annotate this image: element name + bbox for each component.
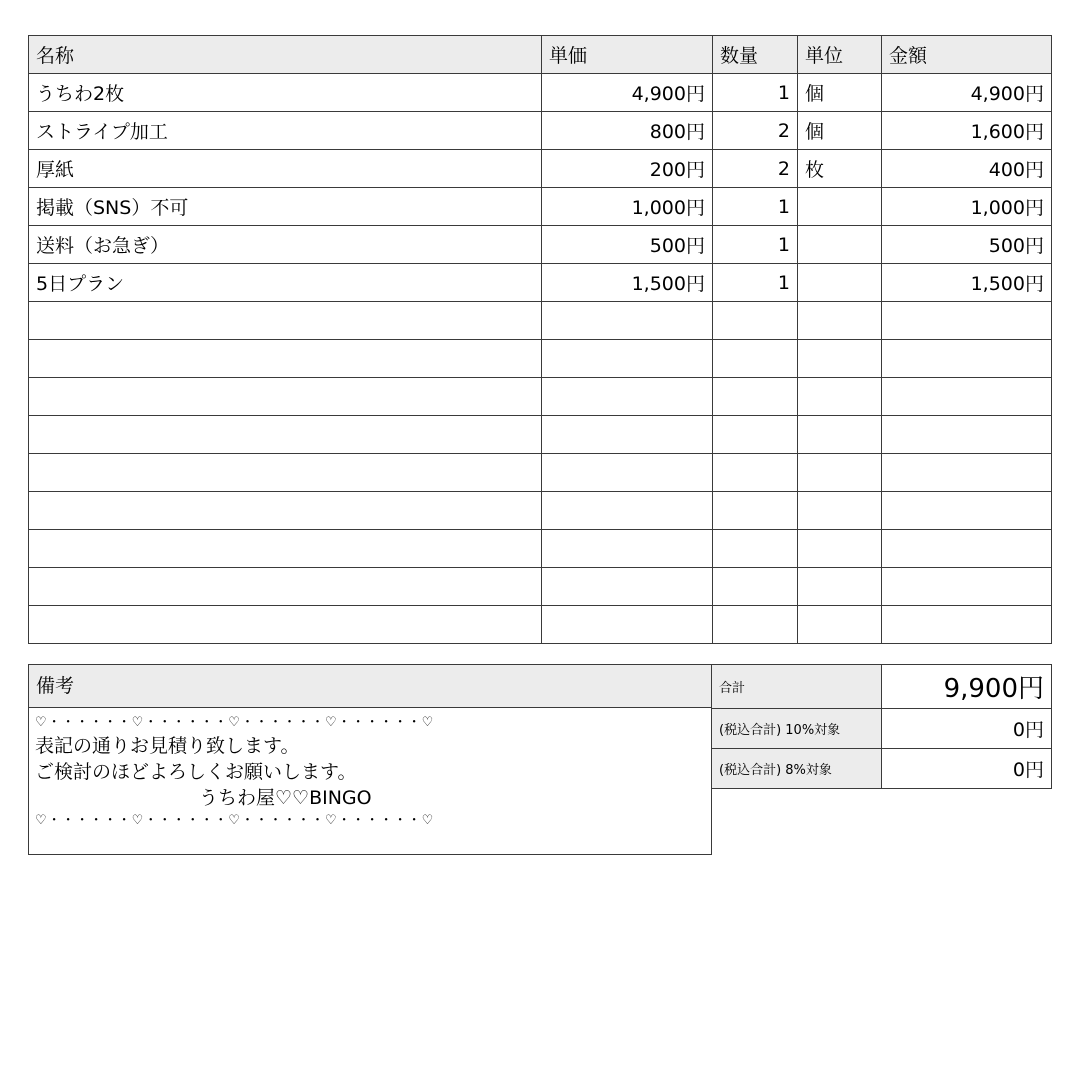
total-value: 9,900円 bbox=[882, 665, 1052, 709]
cell-quantity: 1 bbox=[713, 264, 798, 302]
cell-unit bbox=[798, 606, 882, 644]
cell-name bbox=[29, 416, 542, 454]
cell-unit-price bbox=[542, 340, 713, 378]
cell-amount: 1,500円 bbox=[882, 264, 1052, 302]
cell-unit: 個 bbox=[798, 74, 882, 112]
cell-quantity bbox=[713, 492, 798, 530]
cell-amount bbox=[882, 492, 1052, 530]
cell-unit-price bbox=[542, 454, 713, 492]
cell-unit-price: 800円 bbox=[542, 112, 713, 150]
table-row bbox=[29, 302, 1052, 340]
cell-name bbox=[29, 302, 542, 340]
cell-unit-price bbox=[542, 302, 713, 340]
item-rows bbox=[29, 74, 1052, 644]
cell-name bbox=[29, 492, 542, 530]
cell-quantity bbox=[713, 454, 798, 492]
cell-amount: 1,000円 bbox=[882, 188, 1052, 226]
cell-unit bbox=[798, 264, 882, 302]
cell-amount bbox=[882, 606, 1052, 644]
remarks-line-1: 表記の通りお見積り致します。 bbox=[35, 735, 300, 757]
cell-quantity bbox=[713, 416, 798, 454]
cell-name: 5日プラン bbox=[29, 264, 542, 302]
table-row bbox=[29, 568, 1052, 606]
table-row bbox=[29, 340, 1052, 378]
tax10-label: (税込合計) 10%対象 bbox=[712, 709, 882, 749]
cell-amount bbox=[882, 416, 1052, 454]
cell-amount: 400円 bbox=[882, 150, 1052, 188]
cell-unit bbox=[798, 302, 882, 340]
cell-name bbox=[29, 340, 542, 378]
cell-name bbox=[29, 606, 542, 644]
cell-unit: 枚 bbox=[798, 150, 882, 188]
cell-unit-price: 1,500円 bbox=[542, 264, 713, 302]
cell-unit bbox=[798, 454, 882, 492]
table-row bbox=[29, 454, 1052, 492]
cell-unit-price bbox=[542, 568, 713, 606]
cell-unit-price bbox=[542, 530, 713, 568]
cell-name: 送料（お急ぎ） bbox=[29, 226, 542, 264]
tax10-value: 0円 bbox=[882, 709, 1052, 749]
cell-quantity: 2 bbox=[713, 112, 798, 150]
cell-name bbox=[29, 530, 542, 568]
table-row bbox=[29, 188, 1052, 226]
cell-unit bbox=[798, 416, 882, 454]
header-quantity: 数量 bbox=[713, 36, 798, 74]
cell-name: ストライプ加工 bbox=[29, 112, 542, 150]
cell-quantity bbox=[713, 340, 798, 378]
cell-amount: 4,900円 bbox=[882, 74, 1052, 112]
cell-unit-price bbox=[542, 492, 713, 530]
table-row bbox=[29, 150, 1052, 188]
header-unit-price: 単価 bbox=[542, 36, 713, 74]
cell-amount bbox=[882, 530, 1052, 568]
quote-table bbox=[28, 35, 1052, 644]
cell-amount bbox=[882, 378, 1052, 416]
cell-amount bbox=[882, 454, 1052, 492]
cell-amount: 500円 bbox=[882, 226, 1052, 264]
table-row bbox=[29, 530, 1052, 568]
cell-name bbox=[29, 568, 542, 606]
header-name: 名称 bbox=[29, 36, 542, 74]
cell-name: うちわ2枚 bbox=[29, 74, 542, 112]
table-row bbox=[29, 226, 1052, 264]
cell-unit bbox=[798, 226, 882, 264]
cell-unit-price bbox=[542, 378, 713, 416]
cell-unit bbox=[798, 378, 882, 416]
cell-unit: 個 bbox=[798, 112, 882, 150]
cell-unit-price: 200円 bbox=[542, 150, 713, 188]
table-row bbox=[29, 378, 1052, 416]
cell-amount: 1,600円 bbox=[882, 112, 1052, 150]
table-row bbox=[29, 416, 1052, 454]
cell-quantity bbox=[713, 606, 798, 644]
remarks-label: 備考 bbox=[28, 664, 712, 708]
heart-divider-bottom: ♡・・・・・・♡・・・・・・♡・・・・・・♡・・・・・・♡ bbox=[35, 813, 435, 828]
tax8-label: (税込合計) 8%対象 bbox=[712, 749, 882, 789]
cell-unit bbox=[798, 568, 882, 606]
cell-unit bbox=[798, 492, 882, 530]
cell-unit bbox=[798, 188, 882, 226]
cell-name: 掲載（SNS）不可 bbox=[29, 188, 542, 226]
shop-signature: うちわ屋♡♡BINGO bbox=[199, 787, 372, 809]
cell-unit bbox=[798, 530, 882, 568]
cell-quantity bbox=[713, 302, 798, 340]
cell-unit-price bbox=[542, 416, 713, 454]
cell-quantity: 1 bbox=[713, 226, 798, 264]
cell-amount bbox=[882, 340, 1052, 378]
total-row bbox=[712, 665, 1052, 709]
table-row bbox=[29, 264, 1052, 302]
cell-quantity: 1 bbox=[713, 188, 798, 226]
totals-table bbox=[711, 664, 1052, 789]
header-row bbox=[29, 36, 1052, 74]
cell-unit-price: 500円 bbox=[542, 226, 713, 264]
cell-quantity bbox=[713, 530, 798, 568]
table-row bbox=[29, 606, 1052, 644]
total-label: 合計 bbox=[712, 665, 882, 709]
cell-name: 厚紙 bbox=[29, 150, 542, 188]
tax8-row bbox=[712, 749, 1052, 789]
cell-unit-price: 1,000円 bbox=[542, 188, 713, 226]
cell-quantity bbox=[713, 378, 798, 416]
cell-name bbox=[29, 378, 542, 416]
cell-unit-price: 4,900円 bbox=[542, 74, 713, 112]
cell-amount bbox=[882, 568, 1052, 606]
remarks-line-2: ご検討のほどよろしくお願いします。 bbox=[35, 761, 357, 783]
cell-quantity: 2 bbox=[713, 150, 798, 188]
table-row bbox=[29, 112, 1052, 150]
table-row bbox=[29, 74, 1052, 112]
cell-name bbox=[29, 454, 542, 492]
header-unit: 単位 bbox=[798, 36, 882, 74]
cell-quantity: 1 bbox=[713, 74, 798, 112]
heart-divider-top: ♡・・・・・・♡・・・・・・♡・・・・・・♡・・・・・・♡ bbox=[35, 715, 435, 730]
table-row bbox=[29, 492, 1052, 530]
cell-quantity bbox=[713, 568, 798, 606]
tax10-row bbox=[712, 709, 1052, 749]
cell-amount bbox=[882, 302, 1052, 340]
cell-unit bbox=[798, 340, 882, 378]
tax8-value: 0円 bbox=[882, 749, 1052, 789]
cell-unit-price bbox=[542, 606, 713, 644]
header-amount: 金額 bbox=[882, 36, 1052, 74]
remarks-body bbox=[28, 707, 712, 855]
